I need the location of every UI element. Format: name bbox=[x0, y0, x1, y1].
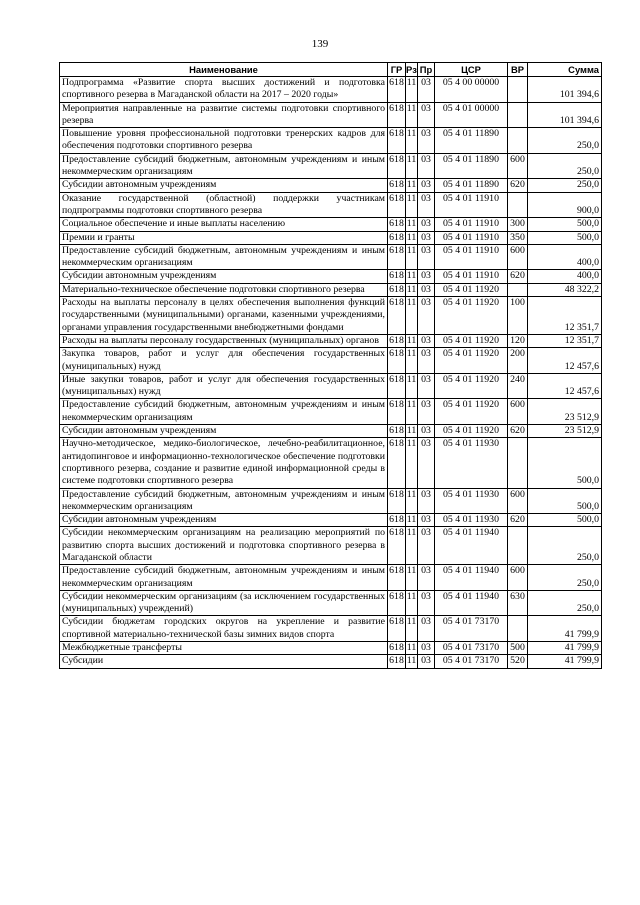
table-row bbox=[60, 514, 602, 527]
row-vr: 620 bbox=[508, 514, 528, 527]
row-csr: 05 4 01 73170 bbox=[435, 655, 508, 668]
table-body bbox=[60, 77, 602, 669]
row-sum: 12 351,7 bbox=[528, 297, 602, 335]
row-name: Субсидии автономным учреждениям bbox=[60, 270, 388, 283]
row-csr: 05 4 01 11910 bbox=[435, 231, 508, 244]
row-name: Субсидии автономным учреждениям bbox=[60, 425, 388, 438]
row-name: Социальное обеспечение и иные выплаты населению bbox=[60, 218, 388, 231]
row-sum: 12 351,7 bbox=[528, 334, 602, 347]
row-sum: 500,0 bbox=[528, 218, 602, 231]
row-rz: 11 bbox=[406, 231, 417, 243]
table-row bbox=[60, 334, 602, 347]
row-vr: 240 bbox=[508, 373, 528, 399]
row-csr: 05 4 01 73170 bbox=[435, 642, 508, 655]
table-row bbox=[60, 192, 602, 218]
row-gr: 618 bbox=[388, 616, 406, 642]
row-rz: 11 bbox=[406, 270, 417, 282]
row-csr: 05 4 01 11910 bbox=[435, 218, 508, 231]
row-name: Иные закупки товаров, работ и услуг для обеспечения государственных (муниципальных) нужд bbox=[60, 373, 388, 399]
row-vr: 600 bbox=[508, 488, 528, 514]
row-gr: 618 bbox=[388, 77, 406, 103]
row-rz: 11 bbox=[406, 373, 418, 399]
row-name: Оказание государственной (областной) поддержки участникам подпрограммы подготовки спортивного резерва bbox=[60, 192, 388, 218]
row-vr: 600 bbox=[508, 565, 528, 591]
header-csr: ЦСР bbox=[435, 63, 508, 77]
row-csr: 05 4 01 11930 bbox=[435, 488, 508, 514]
row-vr bbox=[508, 102, 528, 128]
row-vr bbox=[508, 527, 528, 565]
row-vr bbox=[508, 438, 528, 488]
table-row bbox=[60, 565, 602, 591]
row-vr: 100 bbox=[508, 297, 528, 335]
row-csr: 05 4 01 11910 bbox=[435, 270, 508, 283]
row-gr: 618 bbox=[389, 218, 404, 230]
row-name: Повышение уровня профессиональной подготовки тренерских кадров для обеспечения подготовки спортивного резерва bbox=[60, 128, 388, 154]
row-gr: 618 bbox=[388, 244, 406, 270]
row-rz: 11 bbox=[406, 590, 418, 616]
row-vr: 600 bbox=[508, 153, 528, 179]
row-rz: 11 bbox=[406, 642, 417, 654]
table-row bbox=[60, 77, 602, 103]
row-vr bbox=[508, 77, 528, 103]
row-pr: 03 bbox=[418, 297, 435, 335]
row-rz: 11 bbox=[406, 334, 417, 346]
row-csr: 05 4 01 11910 bbox=[435, 192, 508, 218]
row-gr: 618 bbox=[389, 642, 404, 654]
row-vr: 200 bbox=[508, 348, 528, 374]
row-pr: 03 bbox=[418, 438, 435, 488]
header-pr: Пр bbox=[418, 63, 435, 77]
row-name: Предоставление субсидий бюджетным, автономным учреждениям и иным некоммерческим организациям bbox=[60, 565, 388, 591]
row-csr: 05 4 01 11920 bbox=[435, 283, 508, 296]
table-row bbox=[60, 244, 602, 270]
row-rz: 11 bbox=[406, 244, 418, 270]
row-sum: 250,0 bbox=[528, 128, 602, 154]
row-name: Предоставление субсидий бюджетным, автономным учреждениям и иным некоммерческим организациям bbox=[60, 488, 388, 514]
row-vr: 620 bbox=[508, 270, 528, 283]
row-name: Научно-методическое, медико-биологическое, лечебно-реабилитационное, антидопинговое и информационно-технологическое обеспечение подготовки спортивного резерва, создание и развитие единой информационной среды в системе подготовки спортивного резерва bbox=[60, 438, 388, 488]
row-vr bbox=[508, 283, 528, 296]
row-rz: 11 bbox=[406, 218, 417, 230]
row-vr: 600 bbox=[508, 399, 528, 425]
row-rz: 11 bbox=[406, 514, 417, 526]
row-name: Премии и гранты bbox=[60, 231, 388, 244]
row-sum: 23 512,9 bbox=[528, 399, 602, 425]
table-row bbox=[60, 590, 602, 616]
row-name: Субсидии некоммерческим организациям (за исключением государственных (муниципальных) учреждений) bbox=[60, 590, 388, 616]
row-vr: 630 bbox=[508, 590, 528, 616]
row-name: Межбюджетные трансферты bbox=[60, 642, 388, 655]
row-rz: 11 bbox=[406, 565, 418, 591]
row-gr: 618 bbox=[388, 192, 406, 218]
row-csr: 05 4 01 00000 bbox=[435, 102, 508, 128]
row-vr bbox=[508, 192, 528, 218]
table-row bbox=[60, 642, 602, 655]
table-row bbox=[60, 297, 602, 335]
row-sum: 400,0 bbox=[528, 244, 602, 270]
row-rz: 11 bbox=[406, 102, 418, 128]
row-csr: 05 4 01 11940 bbox=[435, 565, 508, 591]
row-gr: 618 bbox=[389, 283, 404, 295]
row-sum: 250,0 bbox=[528, 153, 602, 179]
row-name: Субсидии bbox=[60, 655, 388, 668]
row-name: Предоставление субсидий бюджетным, автономным учреждениям и иным некоммерческим организациям bbox=[60, 399, 388, 425]
row-pr: 03 bbox=[418, 153, 435, 179]
row-pr: 03 bbox=[418, 488, 435, 514]
row-pr: 03 bbox=[418, 616, 435, 642]
row-gr: 618 bbox=[388, 565, 406, 591]
header-vr: ВР bbox=[508, 63, 528, 77]
row-sum: 250,0 bbox=[528, 565, 602, 591]
row-gr: 618 bbox=[388, 527, 406, 565]
row-sum: 250,0 bbox=[528, 527, 602, 565]
row-pr: 03 bbox=[418, 565, 435, 591]
table-row bbox=[60, 348, 602, 374]
table-row bbox=[60, 616, 602, 642]
table-row bbox=[60, 373, 602, 399]
row-rz: 11 bbox=[406, 77, 418, 103]
row-name: Расходы на выплаты персоналу в целях обеспечения выполнения функций государственными (муниципальными) органами, казенными учреждениями, органами управления государственными внебюджетными фондами bbox=[60, 297, 388, 335]
table-row bbox=[60, 425, 602, 438]
row-pr: 03 bbox=[418, 425, 435, 438]
row-pr: 03 bbox=[418, 128, 435, 154]
row-pr: 03 bbox=[418, 218, 435, 231]
row-pr: 03 bbox=[418, 399, 435, 425]
row-gr: 618 bbox=[388, 102, 406, 128]
row-name: Мероприятия направленные на развитие системы подготовки спортивного резерва bbox=[60, 102, 388, 128]
table-row bbox=[60, 488, 602, 514]
row-gr: 618 bbox=[388, 128, 406, 154]
row-gr: 618 bbox=[389, 514, 404, 526]
row-rz: 11 bbox=[406, 438, 418, 488]
row-sum: 101 394,6 bbox=[528, 102, 602, 128]
row-pr: 03 bbox=[418, 179, 435, 192]
row-rz: 11 bbox=[406, 153, 418, 179]
row-csr: 05 4 01 73170 bbox=[435, 616, 508, 642]
row-gr: 618 bbox=[388, 153, 406, 179]
row-csr: 05 4 01 11940 bbox=[435, 590, 508, 616]
row-sum: 23 512,9 bbox=[528, 425, 602, 438]
row-vr: 620 bbox=[508, 179, 528, 192]
row-gr: 618 bbox=[388, 297, 406, 335]
row-csr: 05 4 01 11920 bbox=[435, 348, 508, 374]
row-sum: 500,0 bbox=[528, 514, 602, 527]
row-gr: 618 bbox=[388, 373, 406, 399]
row-pr: 03 bbox=[418, 270, 435, 283]
row-gr: 618 bbox=[388, 348, 406, 374]
table-row bbox=[60, 438, 602, 488]
row-name: Закупка товаров, работ и услуг для обеспечения государственных (муниципальных) нужд bbox=[60, 348, 388, 374]
row-name: Предоставление субсидий бюджетным, автономным учреждениям и иным некоммерческим организациям bbox=[60, 153, 388, 179]
table-row bbox=[60, 527, 602, 565]
row-csr: 05 4 01 11920 bbox=[435, 297, 508, 335]
row-name: Материально-техническое обеспечение подготовки спортивного резерва bbox=[60, 283, 388, 296]
row-sum: 41 799,9 bbox=[528, 655, 602, 668]
row-rz: 11 bbox=[406, 616, 418, 642]
row-name: Субсидии некоммерческим организациям на реализацию мероприятий по развитию спорта высших достижений и подготовка спортивного резерва в Магаданской области bbox=[60, 527, 388, 565]
row-vr: 120 bbox=[508, 334, 528, 347]
row-csr: 05 4 01 11910 bbox=[435, 244, 508, 270]
row-csr: 05 4 01 11920 bbox=[435, 373, 508, 399]
row-name: Предоставление субсидий бюджетным, автономным учреждениям и иным некоммерческим организациям bbox=[60, 244, 388, 270]
row-pr: 03 bbox=[418, 373, 435, 399]
row-gr: 618 bbox=[389, 655, 404, 667]
row-pr: 03 bbox=[418, 334, 435, 347]
row-rz: 11 bbox=[406, 488, 418, 514]
row-vr: 520 bbox=[508, 655, 528, 668]
table-row bbox=[60, 128, 602, 154]
row-pr: 03 bbox=[418, 655, 435, 668]
row-sum: 48 322,2 bbox=[528, 283, 602, 296]
row-name: Субсидии бюджетам городских округов на укрепление и развитие спортивной материально-технической базы зимних видов спорта bbox=[60, 616, 388, 642]
row-rz: 11 bbox=[406, 425, 417, 437]
budget-table bbox=[59, 62, 602, 669]
table-row bbox=[60, 270, 602, 283]
row-rz: 11 bbox=[406, 179, 417, 191]
row-pr: 03 bbox=[418, 348, 435, 374]
row-pr: 03 bbox=[418, 244, 435, 270]
row-name: Субсидии автономным учреждениям bbox=[60, 179, 388, 192]
row-sum: 500,0 bbox=[528, 438, 602, 488]
page-number: 139 bbox=[311, 38, 329, 50]
table-row bbox=[60, 179, 602, 192]
row-pr: 03 bbox=[418, 642, 435, 655]
row-gr: 618 bbox=[389, 425, 404, 437]
row-csr: 05 4 01 11890 bbox=[435, 179, 508, 192]
row-gr: 618 bbox=[389, 231, 404, 243]
row-csr: 05 4 01 11890 bbox=[435, 153, 508, 179]
row-name: Субсидии автономным учреждениям bbox=[60, 514, 388, 527]
row-pr: 03 bbox=[418, 527, 435, 565]
row-vr bbox=[508, 128, 528, 154]
row-gr: 618 bbox=[389, 270, 404, 282]
row-csr: 05 4 01 11920 bbox=[435, 399, 508, 425]
row-pr: 03 bbox=[418, 590, 435, 616]
row-rz: 11 bbox=[406, 283, 417, 295]
table-row bbox=[60, 399, 602, 425]
row-csr: 05 4 01 11920 bbox=[435, 425, 508, 438]
row-pr: 03 bbox=[418, 102, 435, 128]
row-pr: 03 bbox=[418, 514, 435, 527]
table-row bbox=[60, 231, 602, 244]
row-gr: 618 bbox=[389, 334, 404, 346]
row-csr: 05 4 01 11930 bbox=[435, 514, 508, 527]
row-pr: 03 bbox=[418, 283, 435, 296]
row-sum: 500,0 bbox=[528, 488, 602, 514]
row-rz: 11 bbox=[406, 655, 417, 667]
row-csr: 05 4 01 11940 bbox=[435, 527, 508, 565]
row-rz: 11 bbox=[406, 348, 418, 374]
row-vr: 500 bbox=[508, 642, 528, 655]
row-vr: 600 bbox=[508, 244, 528, 270]
row-rz: 11 bbox=[406, 192, 418, 218]
table-row bbox=[60, 655, 602, 668]
row-sum: 101 394,6 bbox=[528, 77, 602, 103]
row-csr: 05 4 01 11920 bbox=[435, 334, 508, 347]
row-sum: 250,0 bbox=[528, 179, 602, 192]
row-csr: 05 4 00 00000 bbox=[435, 77, 508, 103]
row-name: Расходы на выплаты персоналу государственных (муниципальных) органов bbox=[60, 334, 388, 347]
header-gr: ГР bbox=[388, 63, 406, 77]
row-vr: 620 bbox=[508, 425, 528, 438]
table-row bbox=[60, 102, 602, 128]
row-gr: 618 bbox=[388, 399, 406, 425]
table-row bbox=[60, 218, 602, 231]
row-sum: 500,0 bbox=[528, 231, 602, 244]
header-rz: Рз bbox=[406, 64, 417, 75]
row-gr: 618 bbox=[389, 179, 404, 191]
row-sum: 900,0 bbox=[528, 192, 602, 218]
table-row bbox=[60, 283, 602, 296]
row-sum: 41 799,9 bbox=[528, 616, 602, 642]
row-vr: 300 bbox=[508, 218, 528, 231]
row-vr bbox=[508, 616, 528, 642]
header-sum: Сумма bbox=[528, 63, 602, 77]
table-row bbox=[60, 153, 602, 179]
row-sum: 400,0 bbox=[528, 270, 602, 283]
row-pr: 03 bbox=[418, 192, 435, 218]
row-csr: 05 4 01 11890 bbox=[435, 128, 508, 154]
row-pr: 03 bbox=[418, 77, 435, 103]
row-sum: 250,0 bbox=[528, 590, 602, 616]
row-gr: 618 bbox=[388, 438, 406, 488]
row-sum: 12 457,6 bbox=[528, 348, 602, 374]
row-rz: 11 bbox=[406, 399, 418, 425]
row-name: Подпрограмма «Развитие спорта высших достижений и подготовка спортивного резерва в Магаданской области на 2017 – 2020 годы» bbox=[60, 77, 388, 103]
header-name: Наименование bbox=[60, 63, 388, 77]
row-rz: 11 bbox=[406, 128, 418, 154]
table-header-row bbox=[60, 63, 602, 77]
row-sum: 41 799,9 bbox=[528, 642, 602, 655]
row-gr: 618 bbox=[388, 590, 406, 616]
row-pr: 03 bbox=[418, 231, 435, 244]
row-sum: 12 457,6 bbox=[528, 373, 602, 399]
row-csr: 05 4 01 11930 bbox=[435, 438, 508, 488]
row-vr: 350 bbox=[508, 231, 528, 244]
row-rz: 11 bbox=[406, 297, 418, 335]
row-gr: 618 bbox=[388, 488, 406, 514]
row-rz: 11 bbox=[406, 527, 418, 565]
